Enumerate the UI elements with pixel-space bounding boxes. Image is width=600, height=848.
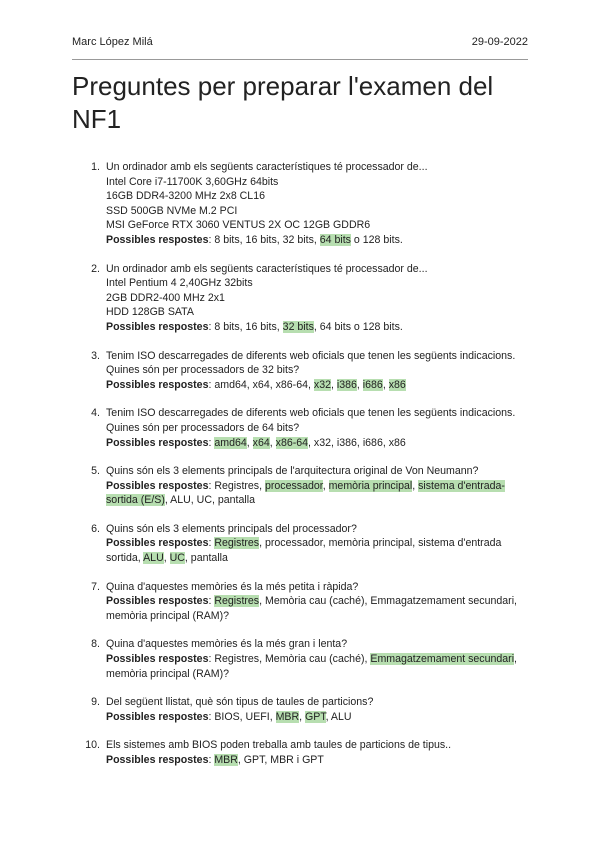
question-text: Quins són els 3 elements principals de l'arquitectura original de Von Neumann? xyxy=(106,465,479,478)
answer-text: , xyxy=(269,436,276,449)
answer-text: , processador, memòria principal, sistema d'entrada sortida, xyxy=(106,537,502,565)
question-spec-line: MSI GeForce RTX 3060 VENTUS 2X OC 12GB GDDR6 xyxy=(106,219,371,232)
answer-text: : 8 bits, 16 bits, xyxy=(208,320,283,333)
correct-answer: UC xyxy=(169,552,185,565)
answers-label: Possibles respostes xyxy=(106,537,209,550)
answer-text: , ALU xyxy=(325,710,352,723)
answers-label: Possibles respostes xyxy=(106,479,209,492)
answer-text: : xyxy=(208,436,215,449)
answer-text: , xyxy=(163,552,170,565)
possible-answers xyxy=(106,436,528,451)
question-text: Un ordinador amb els següents característiques té processador de... xyxy=(106,161,428,173)
possible-answers xyxy=(106,710,528,725)
author-name: Marc López Milá xyxy=(72,36,153,48)
correct-answer: x86 xyxy=(388,378,406,391)
possible-answers xyxy=(106,753,528,768)
correct-answer: 64 bits xyxy=(319,233,351,246)
possible-answers xyxy=(106,320,528,335)
answers-label: Possibles respostes xyxy=(106,320,209,333)
answer-text: : xyxy=(208,754,215,766)
correct-answer: x64 xyxy=(252,436,270,449)
question-item xyxy=(72,695,528,724)
question-spec-line: Intel Pentium 4 2,40GHz 32bits xyxy=(106,277,253,290)
answer-text: , xyxy=(382,378,389,391)
question-number: 5. xyxy=(91,465,100,478)
question-item xyxy=(72,406,528,450)
question-item xyxy=(72,349,528,393)
question-item xyxy=(72,580,528,624)
question-spec-line: 16GB DDR4-3200 MHz 2x8 CL16 xyxy=(106,190,265,203)
possible-answers xyxy=(106,594,528,623)
question-number: 8. xyxy=(91,638,100,651)
correct-answer: MBR xyxy=(275,710,300,723)
question-text: Quina d'aquestes memòries és la més gran i lenta? xyxy=(106,638,348,651)
possible-answers xyxy=(106,233,528,248)
question-spec-line: HDD 128GB SATA xyxy=(106,306,194,319)
question-number: 4. xyxy=(91,407,100,420)
answer-text: , xyxy=(330,378,337,391)
question-item xyxy=(72,464,528,508)
possible-answers xyxy=(106,652,528,681)
question-item xyxy=(72,262,528,335)
answer-text: : xyxy=(208,537,215,550)
question-spec-line: 2GB DDR2-400 MHz 2x1 xyxy=(106,291,225,304)
page-title: Preguntes per preparar l'examen del NF1 xyxy=(72,71,494,134)
answers-label: Possibles respostes xyxy=(106,233,209,246)
header-divider xyxy=(72,59,528,60)
question-text: Del següent llistat, què són tipus de taules de particions? xyxy=(106,696,374,709)
question-number: 9. xyxy=(91,696,100,709)
answer-text: : 8 bits, 16 bits, 32 bits, xyxy=(208,233,320,246)
correct-answer: i386 xyxy=(336,378,357,391)
question-number: 10. xyxy=(85,739,100,752)
answer-text: , GPT, MBR i GPT xyxy=(237,754,324,766)
answers-label: Possibles respostes xyxy=(106,595,209,608)
answer-text: , xyxy=(412,479,419,492)
answer-text: , xyxy=(246,436,253,449)
answer-text: , xyxy=(299,710,306,723)
answers-label: Possibles respostes xyxy=(106,653,209,666)
question-text: Tenim ISO descarregades de diferents web oficials que tenen les següents indicacions. Quines són per processadors de 64 bits? xyxy=(106,407,516,434)
answers-label: Possibles respostes xyxy=(106,436,209,449)
answers-label: Possibles respostes xyxy=(106,378,209,391)
correct-answer: x86-64 xyxy=(275,436,309,449)
answer-text: , 64 bits o 128 bits. xyxy=(313,320,403,333)
answer-text: : Registres, Memòria cau (caché), xyxy=(208,653,371,666)
answer-text: : xyxy=(208,595,215,608)
question-item xyxy=(72,738,528,767)
document-date: 29-09-2022 xyxy=(471,36,528,48)
question-list xyxy=(72,160,528,782)
correct-answer: i686 xyxy=(362,378,383,391)
correct-answer: Registres xyxy=(214,537,260,550)
question-item xyxy=(72,522,528,566)
correct-answer: processador xyxy=(265,479,323,492)
question-item xyxy=(72,637,528,681)
question-text: Els sistemes amb BIOS poden treballa amb taules de particions de tipus.. xyxy=(106,739,452,752)
answers-label: Possibles respostes xyxy=(106,710,209,723)
answer-text: , xyxy=(322,479,329,492)
question-number: 6. xyxy=(91,522,100,535)
question-text: Quina d'aquestes memòries és la més petita i ràpida? xyxy=(106,580,359,593)
question-spec-line: SSD 500GB NVMe M.2 PCI xyxy=(106,204,238,217)
answer-text: : BIOS, UEFI, xyxy=(208,710,276,723)
answer-text: , ALU, UC, pantalla xyxy=(164,494,255,507)
answer-text: o 128 bits. xyxy=(350,233,403,246)
correct-answer: memòria principal xyxy=(328,479,413,492)
correct-answer: sistema d'entrada-sortida (E/S) xyxy=(106,479,505,507)
question-text: Quins són els 3 elements principals del processador? xyxy=(106,522,357,535)
possible-answers xyxy=(106,479,528,508)
possible-answers xyxy=(106,378,528,393)
correct-answer: ALU xyxy=(143,552,164,565)
correct-answer: 32 bits xyxy=(282,320,314,333)
correct-answer: amd64 xyxy=(214,436,247,449)
correct-answer: GPT xyxy=(305,710,326,723)
answer-text: , x32, i386, i686, x86 xyxy=(308,436,406,449)
answer-text: : amd64, x64, x86-64, xyxy=(208,378,314,391)
question-item xyxy=(72,160,528,248)
answer-text: , xyxy=(356,378,363,391)
question-number: 1. xyxy=(91,161,100,173)
correct-answer: Registres xyxy=(214,595,260,608)
correct-answer: Emmagatzemament secundari xyxy=(370,653,515,666)
question-number: 3. xyxy=(91,349,100,362)
answer-text: : Registres, xyxy=(208,479,265,492)
answer-text: , Memòria cau (caché), Emmagatzemament secundari, memòria principal (RAM)? xyxy=(106,595,517,622)
answer-text: , pantalla xyxy=(184,552,228,565)
correct-answer: x32 xyxy=(313,378,331,391)
question-text: Tenim ISO descarregades de diferents web oficials que tenen les següents indicacions. Quines són per processadors de 32 bits? xyxy=(106,349,516,377)
answers-label: Possibles respostes xyxy=(106,754,209,766)
question-text: Un ordinador amb els següents característiques té processador de... xyxy=(106,262,428,275)
possible-answers xyxy=(106,536,528,565)
question-number: 2. xyxy=(91,262,100,275)
answer-text: , memòria principal (RAM)? xyxy=(106,653,517,680)
correct-answer: MBR xyxy=(214,754,238,766)
question-number: 7. xyxy=(91,580,100,593)
question-spec-line: Intel Core i7-11700K 3,60GHz 64bits xyxy=(106,175,279,188)
page-header xyxy=(72,36,528,48)
